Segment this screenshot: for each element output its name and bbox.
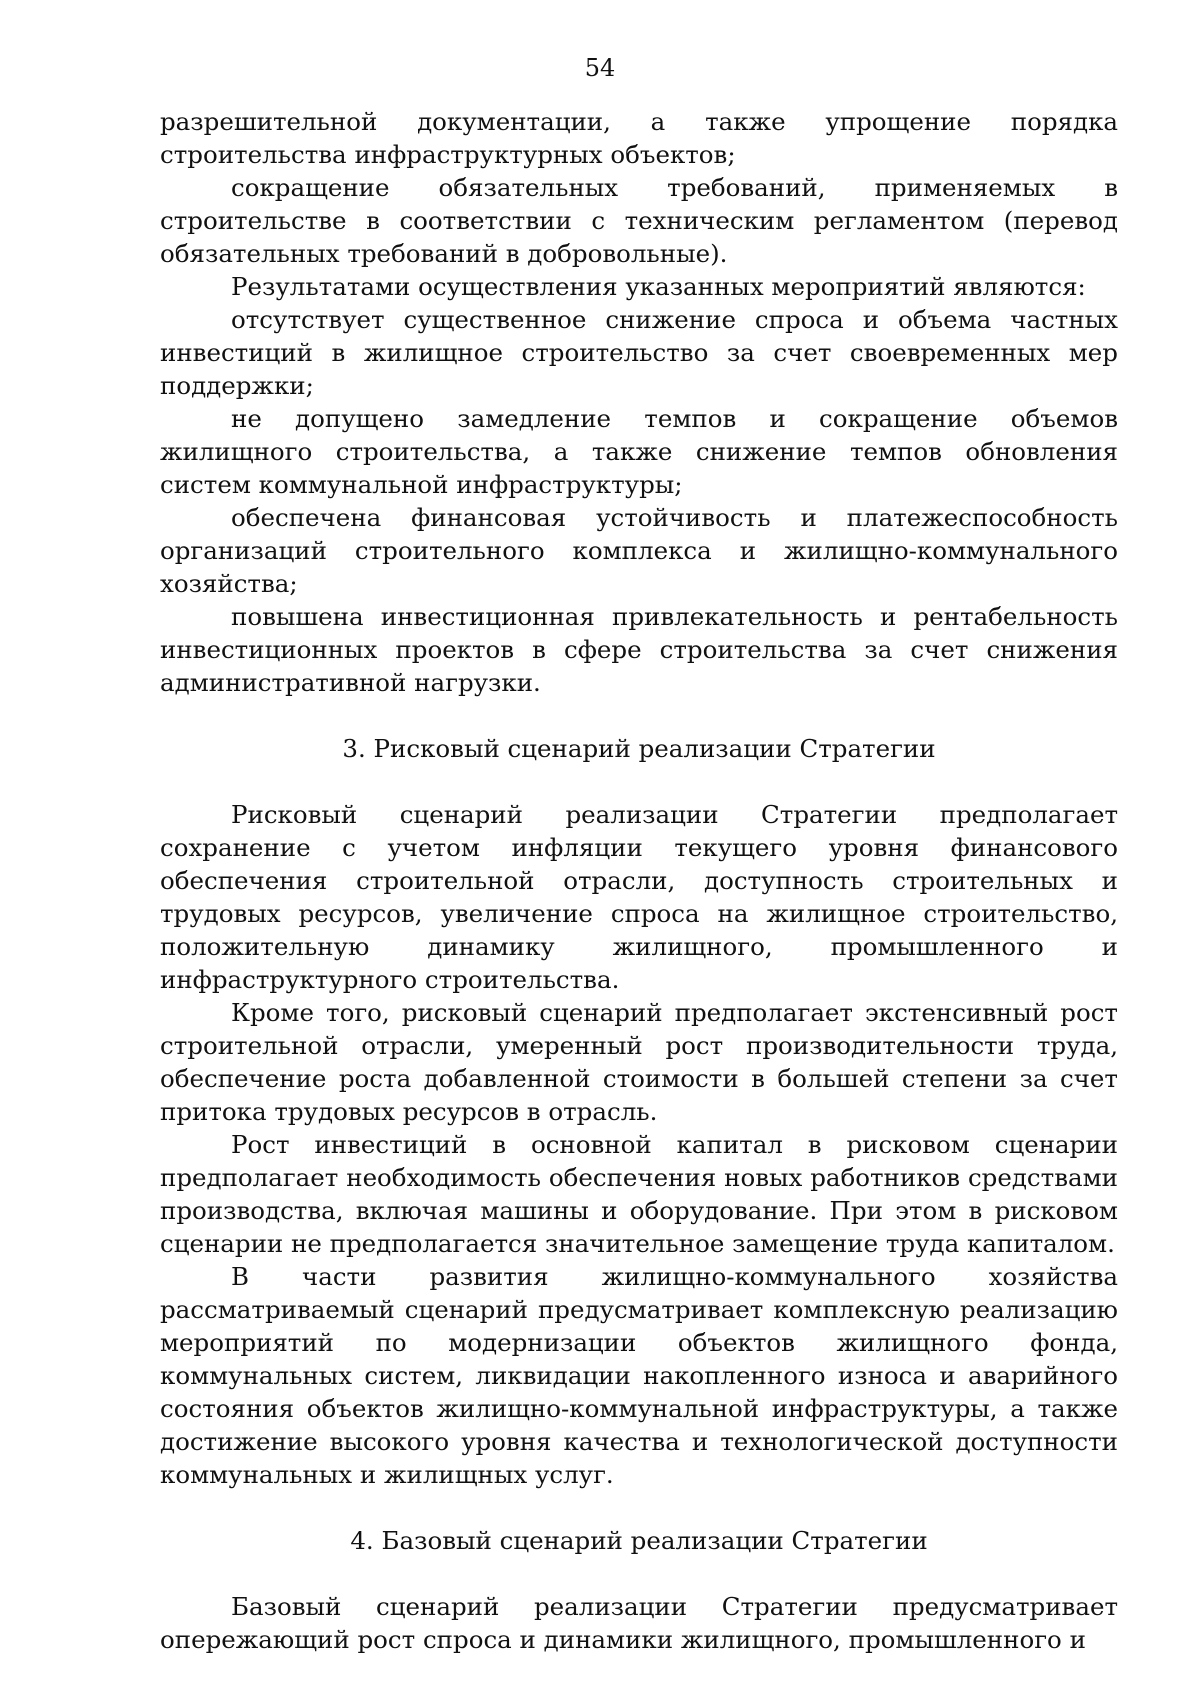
section-heading: 3. Рисковый сценарий реализации Стратегии <box>342 734 936 763</box>
spacer <box>160 1557 1118 1590</box>
paragraph: не допущено замедление темпов и сокращение объемов жилищного строительства, а также снижение темпов обновления систем коммунальной инфраструктуры; <box>160 404 1118 499</box>
page-body <box>160 105 1118 1656</box>
paragraph: В части развития жилищно-коммунального хозяйства рассматриваемый сценарий предусматривает комплексную реализацию мероприятий по модернизации объектов жилищного фонда, коммунальных систем, ликвидации накопленного износа и аварийного состояния объектов жилищно-коммунальной инфраструктуры, а также достижение высокого уровня качества и технологической доступности коммунальных и жилищных услуг. <box>160 1262 1118 1489</box>
paragraph: Результатами осуществления указанных мероприятий являются: <box>231 272 1086 301</box>
paragraph: обеспечена финансовая устойчивость и платежеспособность организаций строительного комплекса и жилищно-коммунального хозяйства; <box>160 503 1118 598</box>
paragraph: сокращение обязательных требований, применяемых в строительстве в соответствии с техническим регламентом (перевод обязательных требований в добровольные). <box>160 173 1118 268</box>
paragraph-continuation: разрешительной документации, а также упрощение порядка строительства инфраструктурных объектов; <box>160 107 1118 169</box>
paragraph: Базовый сценарий реализации Стратегии предусматривает опережающий рост спроса и динамики жилищного, промышленного и <box>160 1592 1118 1654</box>
paragraph: Рисковый сценарий реализации Стратегии предполагает сохранение с учетом инфляции текущего уровня финансового обеспечения строительной отрасли, доступность строительных и трудовых ресурсов, увеличение спроса на жилищное строительство, положительную динамику жилищного, промышленного и инфраструктурного строительства. <box>160 800 1118 994</box>
spacer <box>160 765 1118 798</box>
page-number: 54 <box>584 54 616 82</box>
spacer <box>160 1491 1118 1524</box>
paragraph: Кроме того, рисковый сценарий предполагает экстенсивный рост строительной отрасли, умеренный рост производительности труда, обеспечение роста добавленной стоимости в большей степени за счет притока трудовых ресурсов в отрасль. <box>160 998 1118 1126</box>
paragraph: Рост инвестиций в основной капитал в рисковом сценарии предполагает необходимость обеспечения новых работников средствами производства, включая машины и оборудование. При этом в рисковом сценарии не предполагается значительное замещение труда капиталом. <box>160 1130 1118 1258</box>
paragraph: повышена инвестиционная привлекательность и рентабельность инвестиционных проектов в сфере строительства за счет снижения административной нагрузки. <box>160 602 1118 697</box>
spacer <box>160 699 1118 732</box>
paragraph: отсутствует существенное снижение спроса и объема частных инвестиций в жилищное строительство за счет своевременных мер поддержки; <box>160 305 1118 400</box>
section-heading: 4. Базовый сценарий реализации Стратегии <box>350 1526 928 1555</box>
